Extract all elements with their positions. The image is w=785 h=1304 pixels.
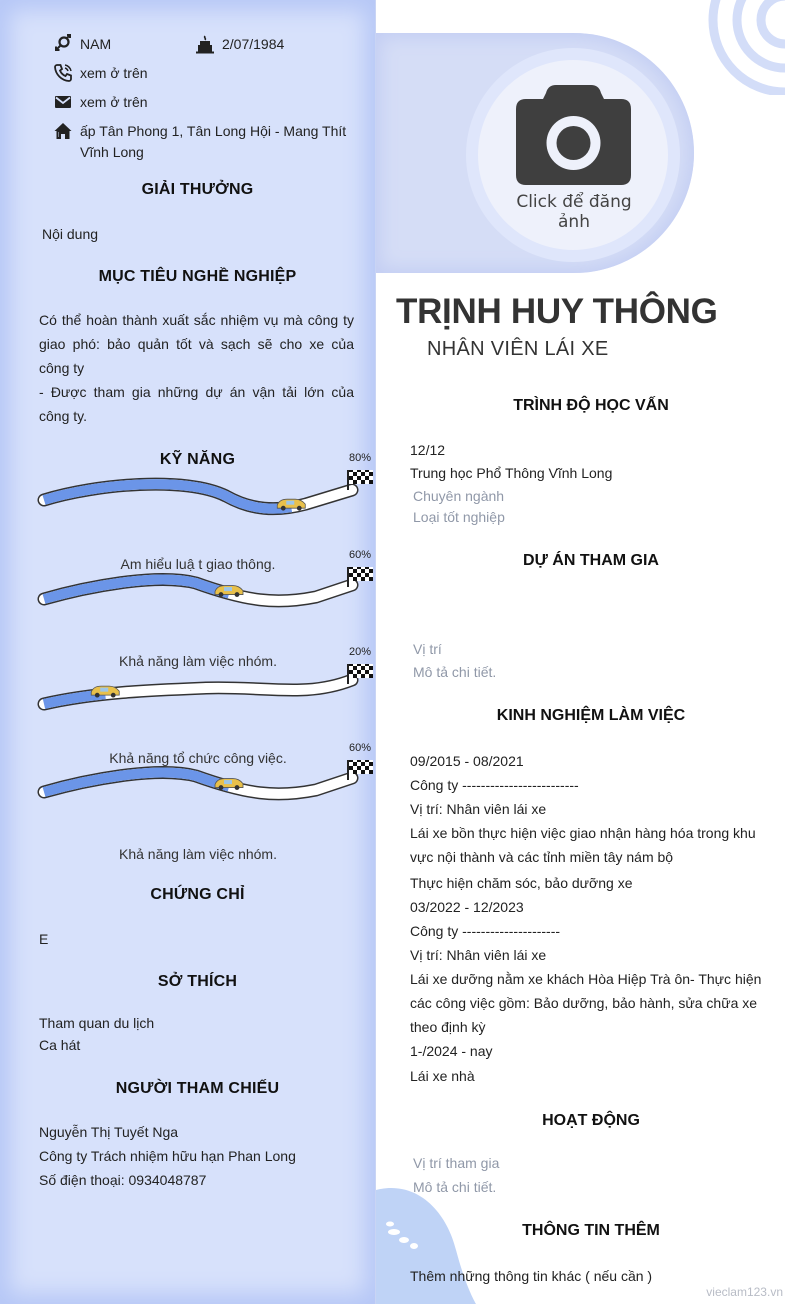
experience-line: Vị trí: Nhân viên lái xe [410,801,547,817]
activities-position[interactable]: Vị trí tham gia [413,1155,500,1171]
projects-position[interactable]: Vị trí [413,641,442,657]
address-line1: ấp Tân Phong 1, Tân Long Hội - Mang Thít [80,123,347,139]
education-rank[interactable]: Loại tốt nghiệp [413,509,505,525]
objective-title: MỤC TIÊU NGHỀ NGHIỆP [98,268,297,285]
finish-flag-icon [349,567,373,581]
finish-flag-icon [349,470,373,484]
education-school: Trung học Phổ Thông Vĩnh Long [410,465,613,481]
mail-icon [53,92,73,112]
hobbies-list [39,1012,154,1056]
experience-line: Vị trí: Nhân viên lái xe [410,947,547,963]
experience-line: Lái xe bồn thực hiện việc giao nhận hàng hóa trong khu vực nội thành và các tỉnh miền tây nám bộ [410,825,756,865]
skill-label: Am hiểu luậ t giao thông. [120,556,276,572]
gender-icon [53,34,73,54]
reference-name: Nguyễn Thị Tuyết Nga [39,1124,179,1140]
address-line2: Vĩnh Long [80,144,144,160]
decor-swirl-top [690,0,785,95]
hobby-item: Tham quan du lịch [39,1015,155,1031]
skill-percent: 60% [349,742,372,754]
skill-percent: 60% [349,549,372,561]
references-block [39,1120,296,1192]
reference-company: Công ty Trách nhiệm hữu hạn Phan Long [39,1148,296,1164]
birthday-value: 2/07/1984 [222,36,285,52]
candidate-job-title: NHÂN VIÊN LÁI XE [427,338,609,360]
gender-row [53,34,111,55]
address-text [80,121,346,163]
experience-line: 03/2022 - 12/2023 [410,899,524,915]
skill-label: Khả năng tổ chức công việc. [109,750,287,766]
skill-label: Khả năng làm việc nhóm. [119,653,277,669]
home-icon [53,121,73,141]
finish-flag-icon [349,760,373,774]
education-title: TRÌNH ĐỘ HỌC VẤN [513,397,669,414]
education-major[interactable]: Chuyên ngành [413,488,505,504]
email-value: xem ở trên [80,94,148,110]
watermark: vieclam123.vn [706,1285,783,1299]
email-row [53,92,148,113]
camera-icon[interactable] [516,85,631,185]
reference-phone: Số điện thoại: 0934048787 [39,1172,207,1188]
awards-content[interactable]: Nội dung [42,226,99,242]
skill-road [36,664,376,744]
skill-road [36,567,376,647]
objective-para1: Có thể hoàn thành xuất sắc nhiệm vụ mà công ty giao phó: bảo quản tốt và sạch sẽ cho xe của công ty [39,312,354,376]
candidate-name: TRỊNH HUY THÔNG [396,292,718,331]
skills-title: KỸ NĂNG [159,451,236,468]
extra-content: Thêm những thông tin khác ( nếu cần ) [410,1268,653,1284]
cake-icon [195,34,215,54]
skill-percent: 80% [349,452,372,464]
hobbies-title: SỞ THÍCH [157,973,238,990]
gender-value: NAM [80,36,112,52]
skill-label: Khả năng làm việc nhóm. [119,846,277,862]
activities-title: HOẠT ĐỘNG [542,1112,640,1129]
finish-flag-icon [349,664,373,678]
hobby-item: Ca hát [39,1037,81,1053]
projects-desc[interactable]: Mô tả chi tiết. [413,664,497,680]
awards-title: GIẢI THƯỞNG [141,181,254,198]
activities-desc[interactable]: Mô tả chi tiết. [413,1179,497,1195]
skill-road [36,470,376,550]
certificates-title: CHỨNG CHỈ [150,886,245,903]
upload-photo-label[interactable]: Click để đăng ảnh [516,192,632,232]
phone-value: xem ở trên [80,65,148,81]
skill-road [36,760,376,840]
experience-line: 09/2015 - 08/2021 [410,753,524,769]
birthday-row [195,34,284,55]
projects-title: DỰ ÁN THAM GIA [523,552,659,569]
skill-percent: 20% [349,646,372,658]
experience-list [410,749,778,1088]
experience-line: Công ty --------------------- [410,923,561,939]
experience-line: Thực hiện chăm sóc, bảo dưỡng xe [410,875,633,891]
experience-line: Lái xe nhà [410,1068,475,1084]
experience-line: Lái xe dưỡng nằm xe khách Hòa Hiệp Trà ôn- Thực hiện các công việc gồm: Bảo dưỡng, bảo hành, sửa chữa xe theo định kỳ [410,971,762,1035]
phone-row [53,63,148,84]
experience-line: 1-/2024 - nay [410,1043,493,1059]
address-row [53,121,363,163]
extra-title: THÔNG TIN THÊM [522,1222,660,1239]
education-grade: 12/12 [410,442,446,458]
experience-title: KINH NGHIỆM LÀM VIỆC [496,707,686,724]
references-title: NGƯỜI THAM CHIẾU [115,1080,280,1097]
phone-icon [53,63,73,83]
skill-item [36,742,376,862]
experience-line: Công ty ------------------------- [410,777,579,793]
objective-para2: - Được tham gia những dự án vận tải lớn của công ty. [39,384,354,424]
certificates-content: E [39,931,49,947]
